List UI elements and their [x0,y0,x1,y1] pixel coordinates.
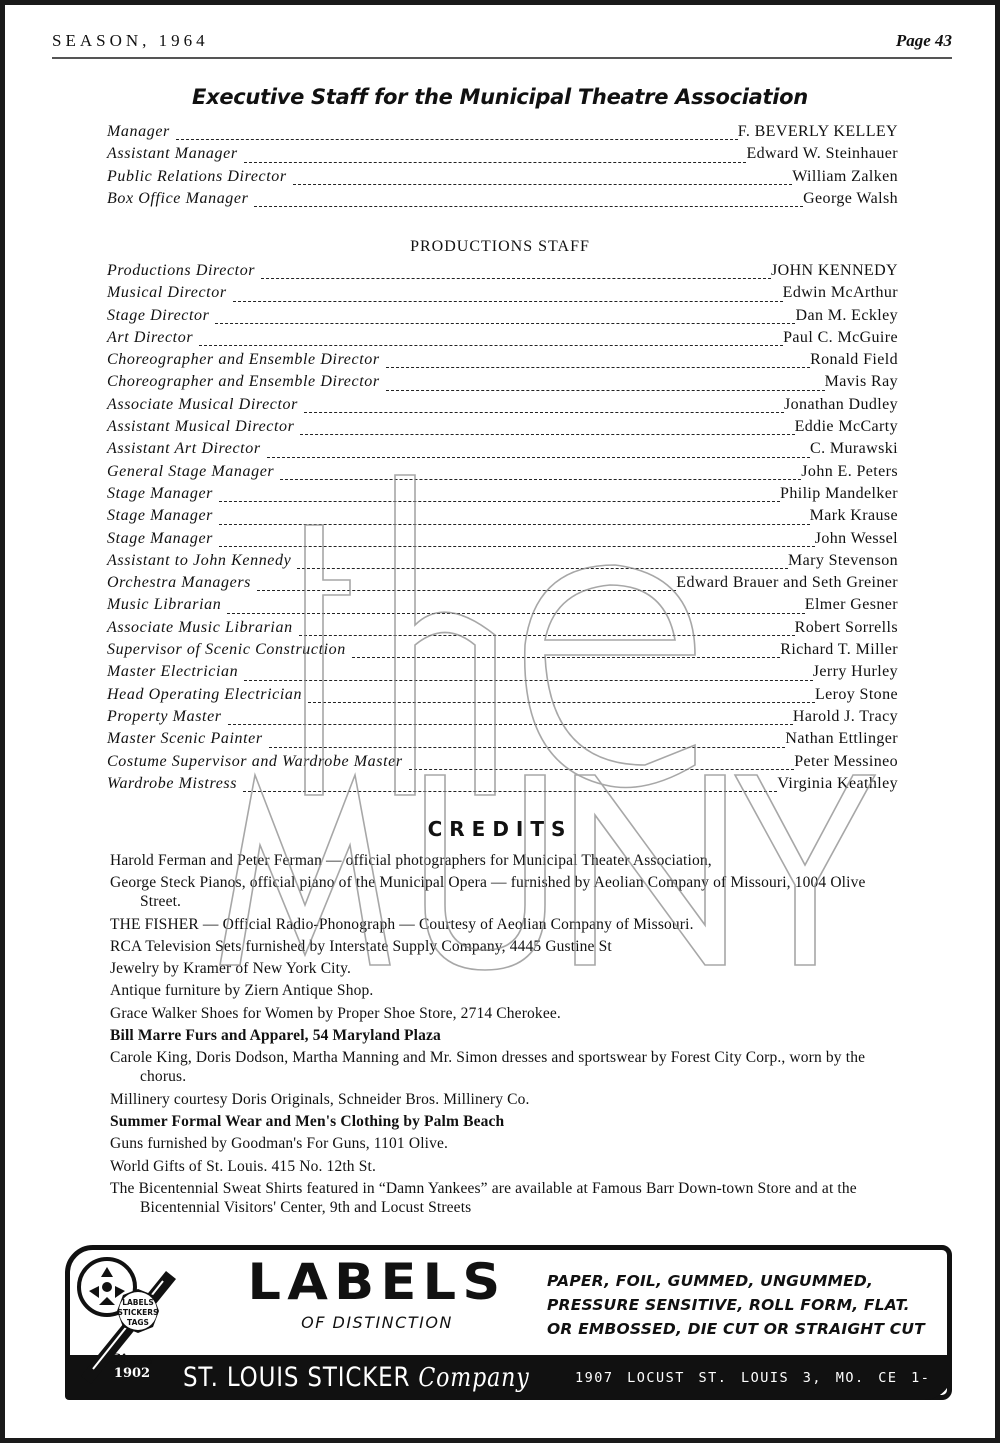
staff-row [107,396,898,418]
staff-name: Nathan Ettlinger [785,730,898,748]
staff-row [107,123,898,145]
staff-row [107,145,898,167]
credit-entry: Millinery courtesy Doris Originals, Schneider Bros. Millinery Co. [110,1090,530,1108]
dotted-leader [219,501,780,502]
credit-entry: Grace Walker Shoes for Women by Proper Shoe Store, 2714 Cherokee. [110,1004,561,1022]
st-louis-sticker-advertisement [65,1245,952,1428]
staff-name: JOHN KENNEDY [770,262,898,279]
staff-row [107,753,898,775]
dotted-leader [233,301,783,302]
dotted-leader [386,390,825,391]
since-label: Since [110,1352,154,1368]
credit-entry: THE FISHER — Official Radio-Phonograph — Courtesy of Aeolian Company of Missouri. [110,915,694,933]
staff-name: Peter Messineo [794,752,898,770]
dotted-leader [228,724,793,725]
staff-row [107,168,898,190]
staff-role: Stage Manager [107,484,214,502]
staff-row [107,284,898,306]
ad-address: 1907 LOCUST ST. LOUIS 3, MO. CE 1-2964 [575,1370,931,1428]
staff-name: Jerry Hurley [812,663,898,681]
company-script: Company [418,1363,530,1393]
dotted-leader [199,345,783,346]
staff-name: Mark Krause [809,507,898,525]
credit-entry: Carole King, Doris Dodson, Martha Manning and Mr. Simon dresses and sportswear by Forest City Corp., worn by the chorus. [110,1049,866,1086]
productions-staff-list [107,262,898,797]
staff-name: Virginia Keathley [777,774,898,792]
staff-role: Art Director [107,328,194,346]
staff-row [107,552,898,574]
staff-row [107,373,898,395]
staff-row [107,463,898,485]
staff-role: Public Relations Director [107,167,287,185]
staff-role: Stage Director [107,306,210,324]
staff-role: Orchestra Managers [107,574,251,592]
staff-row [107,708,898,730]
staff-name: Philip Mandelker [780,484,898,502]
seal-line: TAGS [127,1318,149,1327]
credit-entry: Jewelry by Kramer of New York City. [110,960,352,978]
staff-name: John Wessel [814,529,898,547]
credit-entry: RCA Television Sets furnished by Interstate Supply Company, 4445 Gustine St [110,937,612,955]
page-title: Executive Staff for the Municipal Theatre Association [192,85,808,109]
seal-text [115,1298,161,1328]
dotted-leader [176,139,738,140]
company-main: ST. LOUIS STICKER [183,1362,411,1393]
dotted-leader [219,524,810,525]
staff-name: Edwin McArthur [782,284,898,302]
since-year: 1902 [113,1366,151,1381]
ad-feature-line: PAPER, FOIL, GUMMED, UNGUMMED, [547,1272,874,1290]
credit-entry: The Bicentennial Sweat Shirts featured in “Damn Yankees” are available at Famous Barr Down-town Store and at the Bicentennial Visitors' Center, 9th and Locust Streets [110,1179,857,1216]
credits-heading: CREDITS [427,817,573,841]
seal-line: LABELS [122,1298,154,1307]
staff-role: Wardrobe Mistress [107,774,238,792]
staff-row [107,574,898,596]
staff-role: Choreographer and Ensemble Director [107,373,380,391]
dotted-leader [254,206,803,207]
executive-staff-list [107,123,898,212]
staff-role: Box Office Manager [107,189,249,207]
dotted-leader [304,412,784,413]
staff-row [107,351,898,373]
dotted-leader [244,162,747,163]
dotted-leader [257,590,676,591]
staff-name: Elmer Gesner [804,596,898,614]
staff-role: Manager [107,123,170,140]
ad-feature-line: OR EMBOSSED, DIE CUT OR STRAIGHT CUT [547,1320,925,1338]
staff-role: Assistant Art Director [107,440,261,458]
staff-role: Costume Supervisor and Wardrobe Master [107,752,403,770]
dotted-leader [244,680,813,681]
credit-entry: World Gifts of St. Louis. 415 No. 12th St. [110,1157,376,1175]
staff-name: Leroy Stone [814,685,898,703]
staff-row [107,730,898,752]
staff-role: Supervisor of Scenic Construction [107,641,346,659]
staff-row [107,686,898,708]
staff-row [107,775,898,797]
staff-role: Associate Music Librarian [107,618,293,636]
dotted-leader [215,323,795,324]
ad-subheadline: OF DISTINCTION [301,1313,453,1332]
staff-row [107,418,898,440]
staff-name: Edward W. Steinhauer [746,145,898,163]
dotted-leader [293,184,792,185]
productions-staff-heading: PRODUCTIONS STAFF [410,238,590,255]
staff-row [107,440,898,462]
staff-row [107,329,898,351]
dotted-leader [297,568,788,569]
dotted-leader [299,635,795,636]
staff-row [107,663,898,685]
staff-name: Eddie McCarty [794,418,898,436]
dotted-leader [386,367,810,368]
staff-role: Choreographer and Ensemble Director [107,351,380,369]
dotted-leader [269,747,786,748]
since-badge [97,1353,167,1381]
staff-row [107,485,898,507]
staff-name: Paul C. McGuire [783,328,898,346]
staff-name: Mary Stevenson [787,551,898,569]
dotted-leader [409,769,795,770]
dotted-leader [219,546,815,547]
page-header [52,27,952,59]
staff-role: Head Operating Electrician [107,685,303,703]
staff-name: George Walsh [803,189,898,207]
staff-row [107,507,898,529]
staff-row [107,530,898,552]
staff-row [107,641,898,663]
staff-role: Master Electrician [107,663,239,681]
staff-role: Stage Manager [107,507,214,525]
staff-name: Jonathan Dudley [784,395,898,413]
staff-role: Property Master [107,707,222,725]
staff-role: Assistant Manager [107,145,238,163]
credit-entry: Summer Formal Wear and Men's Clothing by Palm Beach [110,1112,505,1130]
dotted-leader [300,434,794,435]
dotted-leader [227,613,804,614]
staff-name: Dan M. Eckley [795,306,898,324]
season-label: SEASON, 1964 [52,31,209,50]
staff-row [107,596,898,618]
credit-entry: George Steck Pianos, official piano of the Municipal Opera — furnished by Aeolian Company of Missouri, 1004 Olive Street. [110,874,866,911]
ad-company-name [183,1357,530,1399]
page-number: Page 43 [895,31,952,50]
ad-features [547,1269,937,1341]
seal-line: STICKERS [117,1308,159,1317]
dotted-leader [261,278,771,279]
staff-name: Richard T. Miller [780,641,898,659]
staff-name: Ronald Field [810,351,898,369]
staff-role: Music Librarian [107,596,222,614]
staff-name: C. Murawski [810,440,898,458]
staff-name: Robert Sorrells [794,618,898,636]
dotted-leader [280,479,801,480]
staff-role: General Stage Manager [107,462,275,480]
staff-role: Assistant to John Kennedy [107,551,292,569]
dotted-leader [352,657,780,658]
staff-role: Stage Manager [107,529,214,547]
staff-row [107,262,898,284]
program-page [5,5,995,1438]
dotted-leader [243,791,777,792]
credit-entry: Antique furniture by Ziern Antique Shop. [110,982,374,1000]
staff-name: Harold J. Tracy [792,707,898,725]
credit-entry: Harold Ferman and Peter Ferman — official photographers for Municipal Theater Association, [110,852,712,869]
staff-row [107,190,898,212]
staff-name: John E. Peters [801,462,898,480]
staff-name: F. BEVERLY KELLEY [737,123,898,140]
credit-entry: Bill Marre Furs and Apparel, 54 Maryland Plaza [110,1027,441,1045]
staff-role: Master Scenic Painter [107,730,263,748]
staff-row [107,307,898,329]
staff-role: Productions Director [107,262,256,279]
staff-name: Mavis Ray [824,373,898,391]
dotted-leader [267,457,810,458]
staff-role: Musical Director [107,284,227,302]
ad-feature-line: PRESSURE SENSITIVE, ROLL FORM, FLAT. [547,1296,910,1314]
credits-list [110,851,905,1220]
staff-name: William Zalken [792,167,898,185]
ad-headline: LABELS [247,1253,507,1311]
dotted-leader [308,702,815,703]
staff-role: Associate Musical Director [107,395,298,413]
staff-row [107,619,898,641]
staff-role: Assistant Musical Director [107,418,295,436]
credit-entry: Guns furnished by Goodman's For Guns, 1101 Olive. [110,1135,449,1153]
staff-name: Edward Brauer and Seth Greiner [676,574,898,592]
